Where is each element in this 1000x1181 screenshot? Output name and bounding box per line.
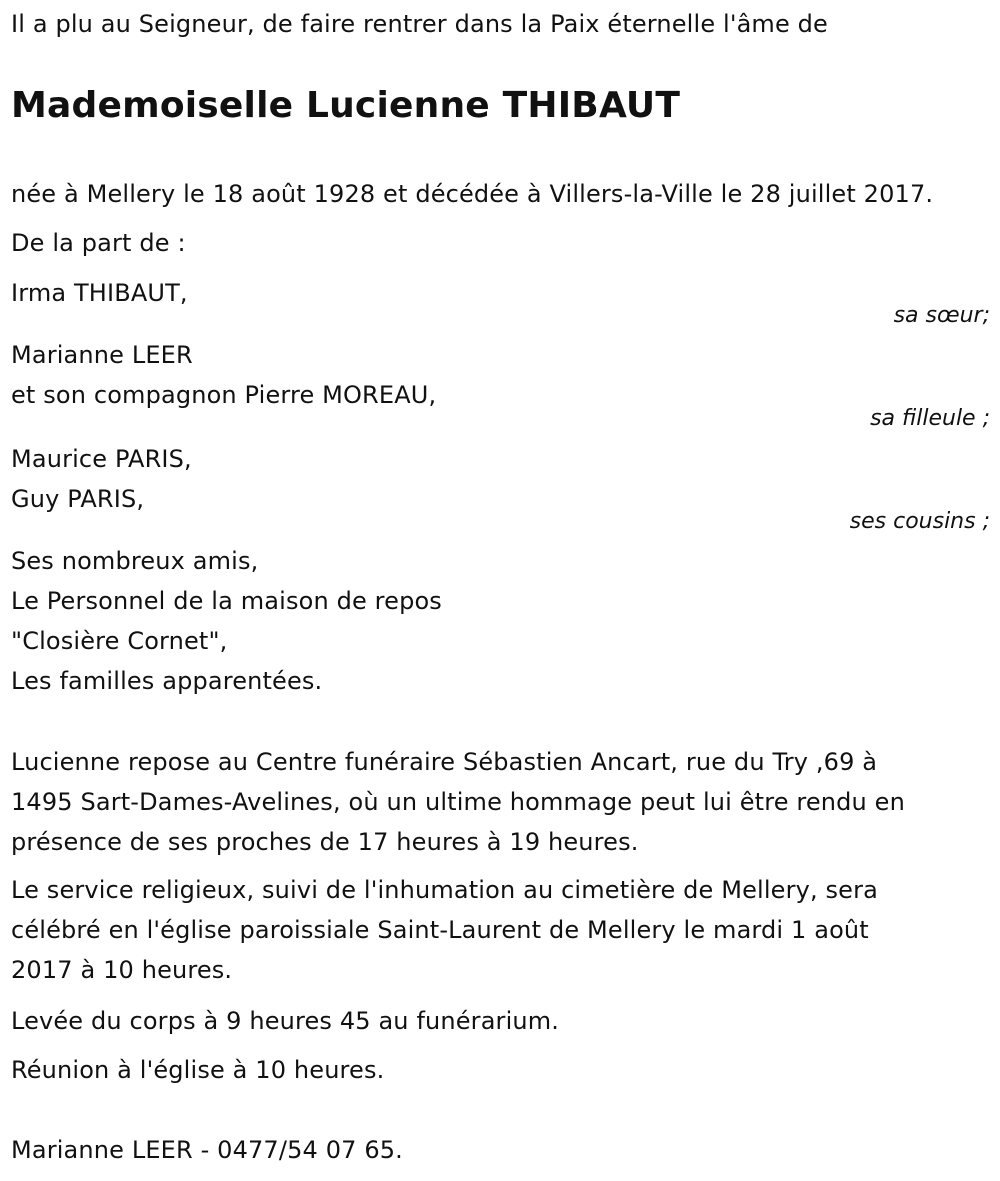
family-relation: sa sœur; <box>893 303 990 328</box>
repose-line: Lucienne repose au Centre funéraire Sébastien Ancart, rue du Try ,69 à <box>11 748 878 776</box>
others-line: Le Personnel de la maison de repos <box>11 587 442 615</box>
service-line: 2017 à 10 heures. <box>11 956 233 984</box>
contact-text: Marianne LEER - 0477/54 07 65. <box>11 1136 403 1164</box>
family-member-name: Irma THIBAUT, <box>11 279 188 307</box>
others-line: Ses nombreux amis, <box>11 547 259 575</box>
deceased-name: Mademoiselle Lucienne THIBAUT <box>11 85 681 126</box>
reunion-text: Réunion à l'église à 10 heures. <box>11 1056 385 1084</box>
family-relation: sa filleule ; <box>870 406 990 431</box>
family-member-name: Guy PARIS, <box>11 485 145 513</box>
family-relation: ses cousins ; <box>849 509 990 534</box>
others-line: Les familles apparentées. <box>11 667 323 695</box>
family-member-name: Marianne LEER <box>11 341 193 369</box>
family-member-name: et son compagnon Pierre MOREAU, <box>11 381 437 409</box>
others-line: "Closière Cornet", <box>11 627 228 655</box>
repose-line: présence de ses proches de 17 heures à 19 heures. <box>11 828 639 856</box>
birth-death-text: née à Mellery le 18 août 1928 et décédée à Villers-la-Ville le 28 juillet 2017. <box>11 180 934 208</box>
service-line: Le service religieux, suivi de l'inhumation au cimetière de Mellery, sera <box>11 876 878 904</box>
family-member-name: Maurice PARIS, <box>11 445 192 473</box>
levee-text: Levée du corps à 9 heures 45 au funérarium. <box>11 1007 560 1035</box>
service-line: célébré en l'église paroissiale Saint-Laurent de Mellery le mardi 1 août <box>11 916 869 944</box>
repose-line: 1495 Sart-Dames-Avelines, où un ultime hommage peut lui être rendu en <box>11 788 905 816</box>
intro-text: Il a plu au Seigneur, de faire rentrer dans la Paix éternelle l'âme de <box>11 10 828 38</box>
from-label: De la part de : <box>11 229 186 257</box>
